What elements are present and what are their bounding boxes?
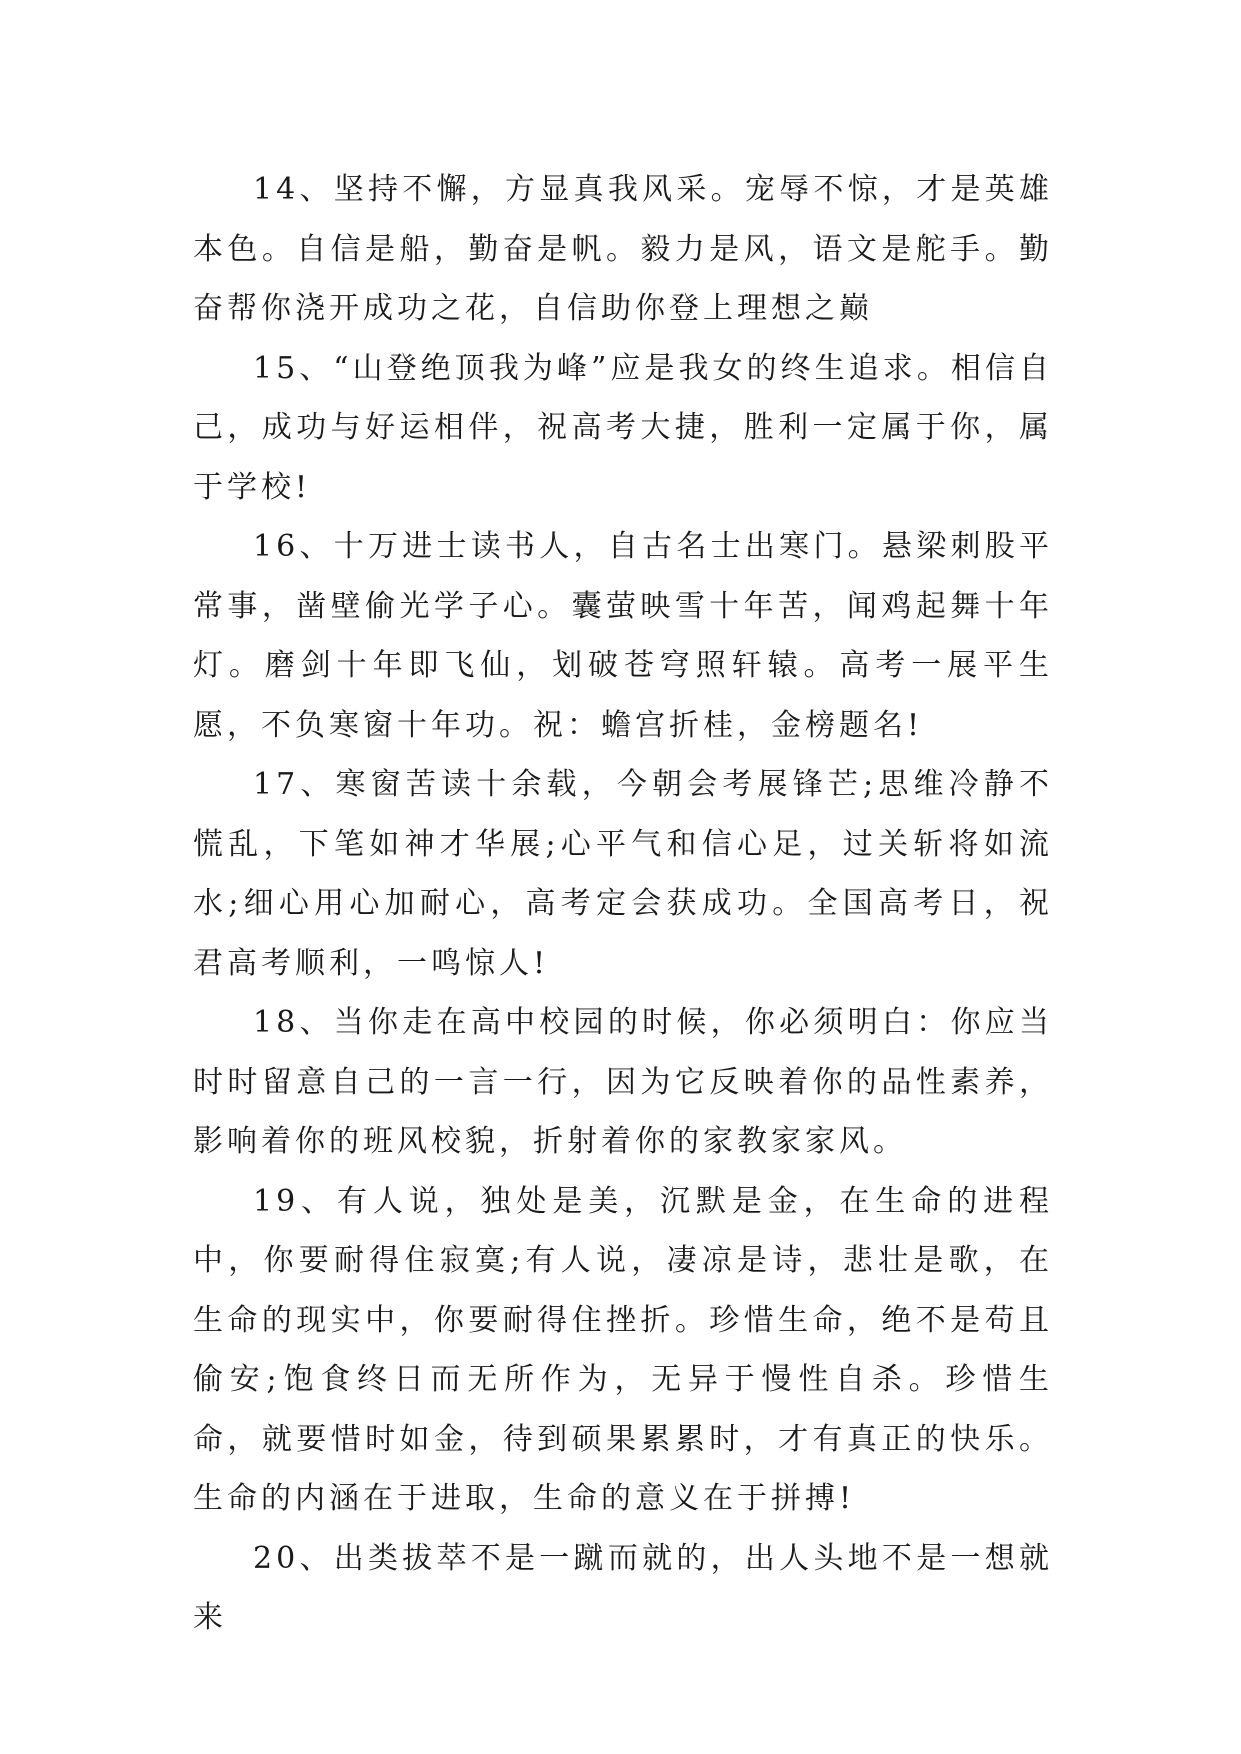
paragraph-18: 18、当你走在高中校园的时候，你必须明白：你应当时时留意自己的一言一行，因为它反映着你的品性素养，影响着你的班风校貌，折射着你的家教家家风。 [193,1005,1053,1159]
paragraph-20: 20、出类拔萃不是一蹴而就的，出人头地不是一想就来 [193,1540,1053,1635]
paragraph-16: 16、十万进士读书人，自古名士出寒门。悬梁刺股平常事，凿壁偷光学子心。囊萤映雪十年苦，闻鸡起舞十年灯。磨剑十年即飞仙，划破苍穹照轩辕。高考一展平生愿，不负寒窗十年功。祝：蟾宫折桂，金榜题名! [193,529,1053,743]
paragraph-17: 17、寒窗苦读十余载，今朝会考展锋芒;思维冷静不慌乱，下笔如神才华展;心平气和信心足，过关斩将如流水;细心用心加耐心，高考定会获成功。全国高考日，祝君高考顺利，一鸣惊人! [193,767,1053,981]
paragraph-14: 14、坚持不懈，方显真我风采。宠辱不惊，才是英雄本色。自信是船，勤奋是帆。毅力是风，语文是舵手。勤奋帮你浇开成功之花，自信助你登上理想之巅 [193,172,1053,326]
paragraph-19: 19、有人说，独处是美，沉默是金，在生命的进程中，你要耐得住寂寞;有人说，凄凉是诗，悲壮是歌，在生命的现实中，你要耐得住挫折。珍惜生命，绝不是苟且偷安;饱食终日而无所作为，无异于慢性自杀。珍惜生命，就要惜时如金，待到硕果累累时，才有真正的快乐。生命的内涵在于进取，生命的意义在于拼搏! [193,1183,1053,1516]
document-body [193,160,1053,1648]
paragraph-15: 15、“山登绝顶我为峰”应是我女的终生追求。相信自己，成功与好运相伴，祝高考大捷，胜利一定属于你，属于学校! [193,350,1053,505]
